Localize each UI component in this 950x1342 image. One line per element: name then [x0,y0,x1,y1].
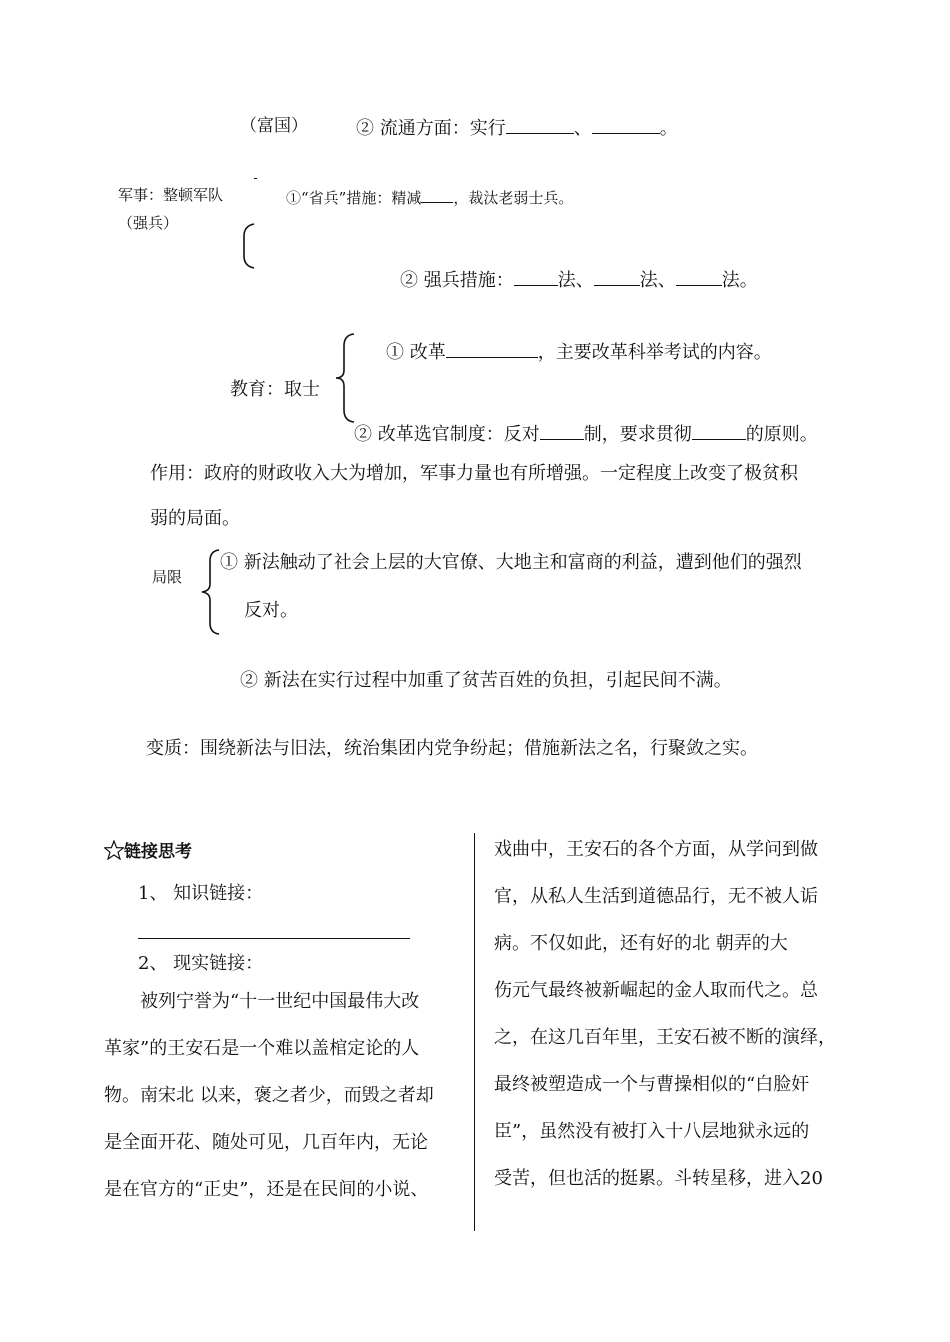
right-line-2: 病。不仅如此，还有好的北 朝弄的大 [494,933,788,954]
right-line-1: 官，从私人生活到道德品行，无不被人诟 [494,886,818,907]
circulation-prefix: ② 流通方面：实行 [356,118,506,139]
edu-item2-suffix: 的原则。 [745,424,818,445]
education-item2 [354,423,818,444]
effect-line2: 弱的局面。 [150,508,240,529]
blank [506,117,574,134]
blank [446,341,538,358]
blank [421,188,453,203]
item1-prefix: ①“省兵”措施：精减 [286,189,422,207]
star-icon [104,840,124,860]
fa2: 法、 [639,270,676,291]
education-label: 教育：取士 [230,379,320,400]
effect-line1: 作用：政府的财政收入大为增加，军事力量也有所增强。一定程度上改变了极贫积 [150,463,798,484]
edu-item2-mid: 制，要求贯彻 [583,424,692,445]
fa3: 法。 [721,270,758,291]
circulation-line [356,117,678,138]
limit-item2: ② 新法在实行过程中加重了贫苦百姓的负担，引起民间不满。 [240,670,732,691]
military-label: 军事：整顿军队 [118,186,224,204]
column-divider [474,833,475,1231]
education-brace [334,332,358,424]
right-line-5: 最终被塑造成一个与曹操相似的“白脸奸 [494,1074,810,1095]
blank [514,269,558,286]
limit-brace [200,548,222,636]
knowledge-link: 1、 知识链接： [138,883,264,904]
right-line-7: 受苦，但也活的挺累。斗转星移，进入20 [494,1168,823,1189]
fuguo-label: （富国） [240,116,308,136]
reality-link: 2、 现实链接： [138,953,264,974]
limit-item1-line2: 反对。 [244,600,298,621]
fa1: 法、 [557,270,594,291]
blank [592,117,660,134]
left-line-3: 是全面开花、随处可见，几百年内，无论 [104,1132,428,1153]
military-item2 [400,269,758,290]
left-line-4: 是在官方的“正史”，还是在民间的小说、 [104,1179,429,1200]
military-brace [240,222,260,270]
blank [676,269,722,286]
item2-prefix: ② 强兵措施： [400,270,514,291]
limit-label: 局限 [152,568,183,586]
blank [594,269,640,286]
military-sub: （强兵） [118,214,179,232]
tick-mark [254,178,257,179]
right-line-6: 臣”，虽然没有被打入十八层地狱永远的 [494,1121,810,1142]
right-line-3: 伤元气最终被新崛起的金人取而代之。总 [494,980,818,1001]
link-title-text: 链接思考 [124,842,192,862]
change-line: 变质：围绕新法与旧法，统治集团内党争纷起；借施新法之名，行聚敛之实。 [146,738,758,759]
knowledge-answer-line [138,938,410,939]
edu-item1-suffix: ，主要改革科举考试的内容。 [537,342,772,363]
circulation-sep: 、 [573,118,592,139]
link-title [104,840,192,861]
blank [692,423,746,440]
edu-item1-prefix: ① 改革 [386,342,446,363]
item1-suffix: ，裁汰老弱士兵。 [453,189,574,207]
right-line-4: 之，在这几百年里，王安石被不断的演绎， [494,1027,836,1048]
left-line-0: 被列宁誉为“十一世纪中国最伟大改 [140,991,420,1012]
circulation-end: 。 [659,118,678,139]
edu-item2-prefix: ② 改革选官制度：反对 [354,424,540,445]
education-item1 [386,341,772,362]
limit-item1-line1: ① 新法触动了社会上层的大官僚、大地主和富商的利益，遭到他们的强烈 [220,552,802,573]
right-line-0: 戏曲中，王安石的各个方面，从学问到做 [494,839,818,860]
military-item1 [286,188,573,206]
left-line-1: 革家”的王安石是一个难以盖棺定论的人 [104,1038,420,1059]
left-line-2: 物。南宋北 以来，褒之者少，而毁之者却 [104,1085,434,1106]
blank [540,423,584,440]
